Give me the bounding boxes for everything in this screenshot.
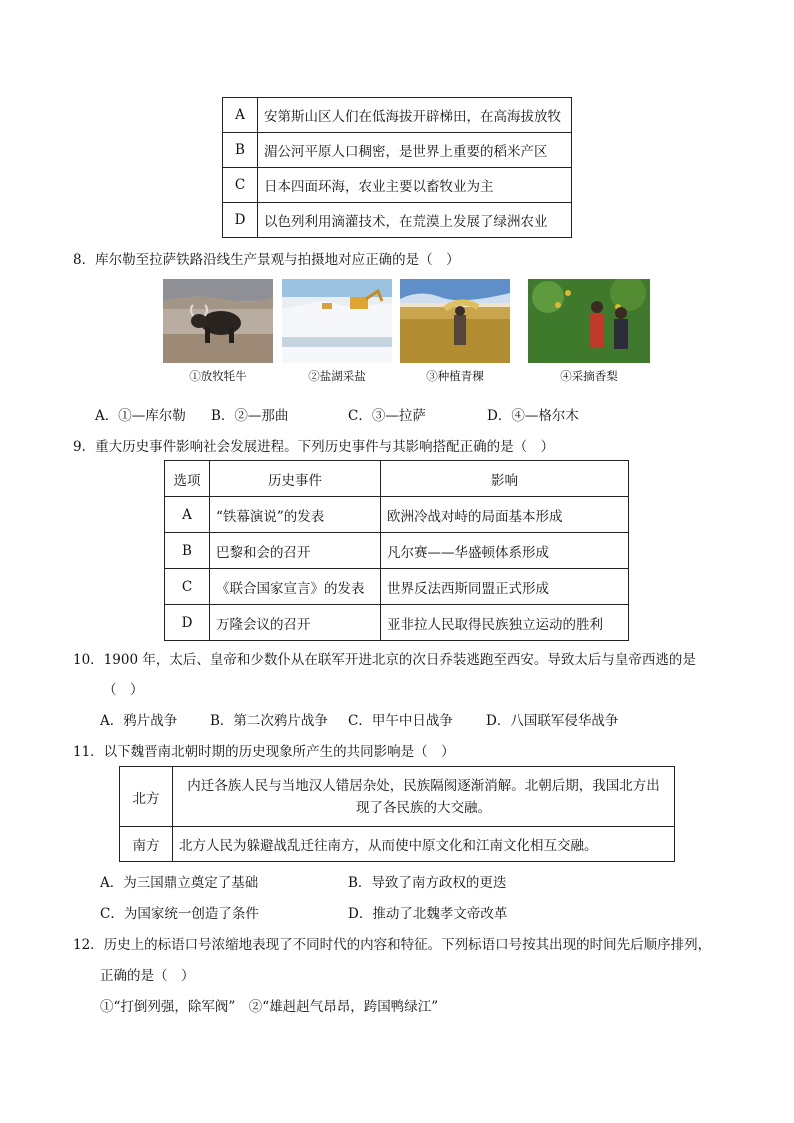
yak-photo bbox=[163, 279, 273, 363]
q10-option-a[interactable]: A．鸦片战争 bbox=[100, 713, 178, 729]
q8-option-b[interactable]: B．②—那曲 bbox=[211, 408, 289, 424]
q8-option-d[interactable]: D．④—格尔木 bbox=[487, 408, 579, 424]
table-cell-effect: 世界反法西斯同盟正式形成 bbox=[381, 569, 629, 605]
table-cell-key: D bbox=[223, 203, 258, 238]
photo-caption: ③种植青稞 bbox=[426, 369, 484, 383]
photo-caption: ④采摘香梨 bbox=[560, 369, 618, 383]
q11-table bbox=[119, 766, 675, 862]
table-cell-event: 万隆会议的召开 bbox=[210, 605, 381, 641]
table-cell-key: C bbox=[165, 569, 210, 605]
table-cell-event: 《联合国家宣言》的发表 bbox=[210, 569, 381, 605]
table-cell-text: 以色列利用滴灌技术，在荒漠上发展了绿洲农业 bbox=[258, 203, 572, 238]
table-cell-text: 北方人民为躲避战乱迁往南方，从而使中原文化和江南文化相互交融。 bbox=[173, 827, 675, 862]
q11-option-d[interactable]: D．推动了北魏孝文帝改革 bbox=[348, 906, 508, 922]
photo-caption: ①放牧牦牛 bbox=[189, 369, 247, 383]
table-cell-text bbox=[173, 767, 675, 827]
table-cell-line: 现了各民族的大交融。 bbox=[356, 799, 491, 816]
table-cell-text: 日本四面环海，农业主要以畜牧业为主 bbox=[258, 168, 572, 203]
q10-stem-cont: （ ） bbox=[103, 682, 144, 698]
table-cell-line: 内迁各族人民与当地汉人错居杂处，民族隔阂逐渐消解。北朝后期，我国北方出 bbox=[187, 777, 660, 794]
q10-stem: 10．1900 年，太后、皇帝和少数仆从在联军开进北京的次日乔装逃跑至西安。导致太后与皇帝西逃的是 bbox=[73, 652, 696, 668]
q7-options-table bbox=[222, 97, 572, 238]
q8-option-c[interactable]: C．③—拉萨 bbox=[348, 408, 426, 424]
q10-option-b[interactable]: B．第二次鸦片战争 bbox=[210, 713, 328, 729]
table-cell-key: A bbox=[223, 98, 258, 133]
table-cell-key: A bbox=[165, 497, 210, 533]
q11-option-b[interactable]: B．导致了南方政权的更迭 bbox=[348, 875, 507, 891]
q8-option-a[interactable]: A．①—库尔勒 bbox=[95, 408, 186, 424]
q12-slogans: ①“打倒列强，除军阀” ②“雄赳赳气昂昂，跨国鸭绿江” bbox=[100, 999, 439, 1015]
q10-option-d[interactable]: D．八国联军侵华战争 bbox=[486, 713, 619, 729]
table-header: 选项 bbox=[165, 461, 210, 497]
table-cell-effect: 欧洲冷战对峙的局面基本形成 bbox=[381, 497, 629, 533]
q11-option-a[interactable]: A．为三国鼎立奠定了基础 bbox=[100, 875, 259, 891]
table-cell-key: C bbox=[223, 168, 258, 203]
table-cell-key: D bbox=[165, 605, 210, 641]
q11-option-c[interactable]: C．为国家统一创造了条件 bbox=[100, 906, 259, 922]
barley-photo bbox=[400, 279, 510, 363]
table-cell-key: 南方 bbox=[120, 827, 173, 862]
table-cell-key: B bbox=[165, 533, 210, 569]
q9-table bbox=[164, 460, 629, 641]
table-cell-event: 巴黎和会的召开 bbox=[210, 533, 381, 569]
table-cell-text: 安第斯山区人们在低海拔开辟梯田，在高海拔放牧 bbox=[258, 98, 572, 133]
table-cell-effect: 凡尔赛——华盛顿体系形成 bbox=[381, 533, 629, 569]
q10-option-c[interactable]: C．甲午中日战争 bbox=[348, 713, 453, 729]
q11-stem: 11．以下魏晋南北朝时期的历史现象所产生的共同影响是（ ） bbox=[73, 744, 455, 760]
photo-caption: ②盐湖采盐 bbox=[308, 369, 366, 383]
table-header: 历史事件 bbox=[210, 461, 381, 497]
q12-stem-cont: 正确的是（ ） bbox=[100, 968, 195, 984]
table-cell-event: “铁幕演说”的发表 bbox=[210, 497, 381, 533]
table-cell-effect: 亚非拉人民取得民族独立运动的胜利 bbox=[381, 605, 629, 641]
table-cell-key: B bbox=[223, 133, 258, 168]
q9-stem: 9．重大历史事件影响社会发展进程。下列历史事件与其影响搭配正确的是（ ） bbox=[73, 439, 555, 455]
table-header: 影响 bbox=[381, 461, 629, 497]
table-cell-key: 北方 bbox=[120, 767, 173, 827]
q12-stem: 12．历史上的标语口号浓缩地表现了不同时代的内容和特征。下列标语口号按其出现的时间先后顺序排列， bbox=[73, 937, 712, 953]
pear-picking-photo bbox=[528, 279, 650, 363]
salt-lake-photo bbox=[282, 279, 392, 363]
table-cell-text: 湄公河平原人口稠密，是世界上重要的稻米产区 bbox=[258, 133, 572, 168]
q8-stem: 8．库尔勒至拉萨铁路沿线生产景观与拍摄地对应正确的是（ ） bbox=[73, 252, 460, 268]
